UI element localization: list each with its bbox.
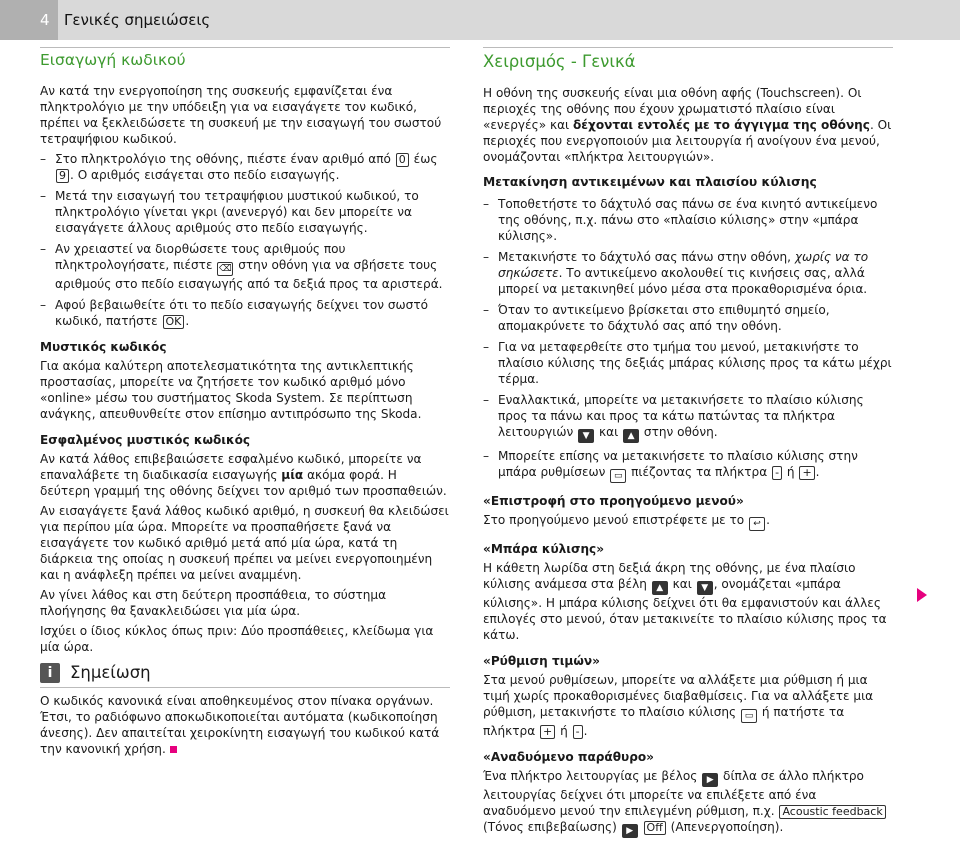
dropdown-arrow-icon: ▶ <box>622 824 638 838</box>
next-page-arrow-icon <box>917 588 927 602</box>
page-number: 4 <box>0 0 58 40</box>
off-key: Off <box>644 821 666 835</box>
plus-key-icon: + <box>799 466 814 480</box>
heading-dropdown: «Αναδυόμενο παράθυρο» <box>483 750 654 764</box>
end-marker-icon <box>170 746 177 753</box>
paragraph: Στα μενού ρυθμίσεων, μπορείτε να αλλάξετε μια ρύθμιση ή μια τιμή χωρίς προκαθορισμένες διαβαθμίσεις. Για να αλλάξετε μια ρύθμιση, μετακινήστε το πλαίσιο κύλισης ▭ ή πατήστε τα πλήκτρα + ή - . <box>483 673 874 738</box>
list-item: – Τοποθετήστε το δάχτυλό σας πάνω σε ένα κινητό αντικείμενο της οθόνης, π.χ. πάνω στο «πλαίσιο κύλισης» στην «μπάρα κύλισης». <box>483 197 878 243</box>
heading-scrollbar: «Μπάρα κύλισης» <box>483 542 605 556</box>
paragraph: Η οθόνη της συσκευής είναι μια οθόνη αφής (Touchscreen). Οι περιοχές της οθόνης που έχουν χρωματιστό πλαίσιο είναι «ενεργές» και δέχονται εντολές με το άγγιγμα της οθόνης. Οι περιοχές που ενεργοποιούν μια λειτουργία ή ανοίγουν ένα μενού, ονομάζονται «πλήκτρα λειτουργιών». <box>483 86 892 164</box>
list-item: – Στο πληκτρολόγιο της οθόνης, πιέστε έναν αριθμό από 0 έως 9 . Ο αριθμός εισάγεται στο πεδίο εισαγωγής. <box>40 152 438 182</box>
note-box <box>40 663 450 757</box>
list-item: – Όταν το αντικείμενο βρίσκεται στο επιθυμητό σημείο, απομακρύνετε το δάχτυλό σας από την οθόνη. <box>483 303 830 333</box>
paragraph: Ένα πλήκτρο λειτουργίας με βέλος ▶ δίπλα σε άλλο πλήκτρο λειτουργίας δείχνει ότι μπορείτε να επιλέξετε από ένα αναδυόμενο μενού την επιλεγμένη ρύθμιση, π.χ. Acoustic feedback (Τόνος επιβεβαίωσης) ▶ Off (Απενεργοποίηση). <box>483 768 893 838</box>
heading-secret-code: Μυστικός κωδικός <box>40 340 167 354</box>
note-label: Σημείωση <box>70 663 151 682</box>
list-item: – Αν χρειαστεί να διορθώσετε τους αριθμούς που πληκτρολογήσατε, πιέστε ⌫ στην οθόνη για να σβήσετε τους αριθμούς στο πεδίο εισαγωγής από τα δεξιά προς τα αριστερά. <box>40 242 443 291</box>
back-icon: ↩ <box>749 517 765 531</box>
heading-back: «Επιστροφή στο προηγούμενο μενού» <box>483 494 744 508</box>
heading-settings: «Ρύθμιση τιμών» <box>483 654 600 668</box>
dropdown-arrow-icon: ▶ <box>702 773 718 787</box>
paragraph: Αν γίνει λάθος και στη δεύτερη προσπάθεια, το σύστημα πλοήγησης θα ξανακλειδώσει για μία ώρα. <box>40 588 387 618</box>
right-column <box>483 47 893 842</box>
paragraph: Ισχύει ο ίδιος κύκλος όπως πριν: Δύο προσπάθειες, κλείδωμα για μία ώρα. <box>40 624 434 654</box>
heading-move: Μετακίνηση αντικειμένων και πλαισίου κύλισης <box>483 175 817 189</box>
key-9-icon: 9 <box>56 169 69 183</box>
section-title-operation: Χειρισμός - Γενικά <box>483 52 636 71</box>
note-text: Ο κωδικός κανονικά είναι αποθηκευμένος στον πίνακα οργάνων. Έτσι, το ραδιόφωνο αποκωδικοποιείται αυτόματα (κωδικοποίηση άνεσης). Δεν απαιτείται χειροκίνητη εισαγωγή του κωδικού κατά την κανονική χρήση. <box>40 694 440 756</box>
slider-icon: ▭ <box>610 469 626 483</box>
list-item: – Μετά την εισαγωγή του τετραψήφιου μυστικού κωδικού, το πληκτρολόγιο γίνεται γκρι (ανενεργό) και δεν μπορείτε να εισαγάγετε άλλους αριθμούς στο πεδίο εισαγωγής. <box>40 189 419 235</box>
paragraph: Για ακόμα καλύτερη αποτελεσματικότητα της αντικλεπτικής προστασίας, μπορείτε να ζητήσετε τον κωδικό αριθμό μόνο «online» μέσω του συστήματος Skoda System. Σε περίπτωση ανάγκης, απευθυνθείτε στον επίσημο αντιπρόσωπο της Skoda. <box>40 359 422 421</box>
paragraph: Στο προηγούμενο μενού επιστρέφετε με το ↩ . <box>483 513 770 529</box>
backspace-icon: ⌫ <box>219 264 232 274</box>
ok-key-icon: OK <box>163 315 185 329</box>
plus-key-icon: + <box>540 725 555 739</box>
list-item: – Για να μεταφερθείτε στο τμήμα του μενού, μετακινήστε το πλαίσιο κύλισης της δεξιάς μπάρας κύλισης προς τα κάτω μέχρι τέρμα. <box>483 340 892 386</box>
info-icon: i <box>40 663 60 683</box>
header-title: Γενικές σημειώσεις <box>64 11 211 29</box>
page-header <box>0 0 960 40</box>
minus-key-icon: - <box>772 466 782 480</box>
section-title-code: Εισαγωγή κωδικού <box>40 51 186 69</box>
paragraph: Αν κατά την ενεργοποίηση της συσκευής εμφανίζεται ένα πληκτρολόγιο με την υπόδειξη για να εισαγάγετε τον κωδικό, πρέπει να ξεκλειδώσετε τη συσκευή με την εισαγωγή του σωστού τετραψήφιου κωδικού. <box>40 84 442 146</box>
acoustic-feedback-key: Acoustic feedback <box>779 805 885 819</box>
left-column <box>40 47 450 761</box>
minus-key-icon: - <box>573 725 583 739</box>
arrow-down-icon: ▼ <box>578 429 594 443</box>
heading-wrong-code: Εσφαλμένος μυστικός κωδικός <box>40 433 251 447</box>
key-0-icon: 0 <box>396 153 409 167</box>
list-item: – Εναλλακτικά, μπορείτε να μετακινήσετε το πλαίσιο κύλισης προς τα πάνω και προς τα κάτω πατώντας τα πλήκτρα λειτουργιών ▼ και ▲ στην οθόνη. <box>483 393 864 441</box>
paragraph: Αν κατά λάθος επιβεβαιώσετε εσφαλμένο κωδικό, μπορείτε να επαναλάβετε τη διαδικασία εισαγωγής μία ακόμα φορά. Η δεύτερη γραμμή της οθόνης δείχνει τον αριθμό των προσπαθειών. <box>40 452 447 498</box>
arrow-up-icon: ▲ <box>623 429 639 443</box>
paragraph: Αν εισαγάγετε ξανά λάθος κωδικό αριθμό, η συσκευή θα κλειδώσει για περίπου μία ώρα. Μπορείτε να προσπαθήσετε ξανά να εισαγάγετε τον κωδικό αριθμό μετά από μία ώρα, κατά τη διάρκεια της οποίας η συσκευή πρέπει να μείνει ενεργοποιημένη και η ανάφλεξη πρέπει να μείνει αναμμένη. <box>40 504 449 582</box>
paragraph: Η κάθετη λωρίδα στη δεξιά άκρη της οθόνης, με ένα πλαίσιο κύλισης ανάμεσα στα βέλη ▲ και ▼ , ονομάζεται «μπάρα κύλισης». Η μπάρα κύλισης δείχνει ότι θα εμφανιστούν και άλλες επιλογές στο μενού, όταν μετακινείτε το πλαίσιο κύλισης προς τα κάτω. <box>483 561 887 642</box>
arrow-down-icon: ▼ <box>697 581 713 595</box>
list-item: – Μετακινήστε το δάχτυλό σας πάνω στην οθόνη, χωρίς να το σηκώσετε. Το αντικείμενο ακολουθεί τις κινήσεις σας, αλλά μπορεί να μετακινηθεί μόνο μέσα στα προκαθορισμένα όρια. <box>483 250 869 296</box>
list-item: – Αφού βεβαιωθείτε ότι το πεδίο εισαγωγής δείχνει τον σωστό κωδικό, πατήστε OK . <box>40 298 429 328</box>
slider-icon: ▭ <box>741 709 757 723</box>
list-item: – Μπορείτε επίσης να μετακινήσετε το πλαίσιο κύλισης στην μπάρα ρυθμίσεων ▭ πιέζοντας τα πλήκτρα - ή + . <box>483 449 858 481</box>
arrow-up-icon: ▲ <box>652 581 668 595</box>
